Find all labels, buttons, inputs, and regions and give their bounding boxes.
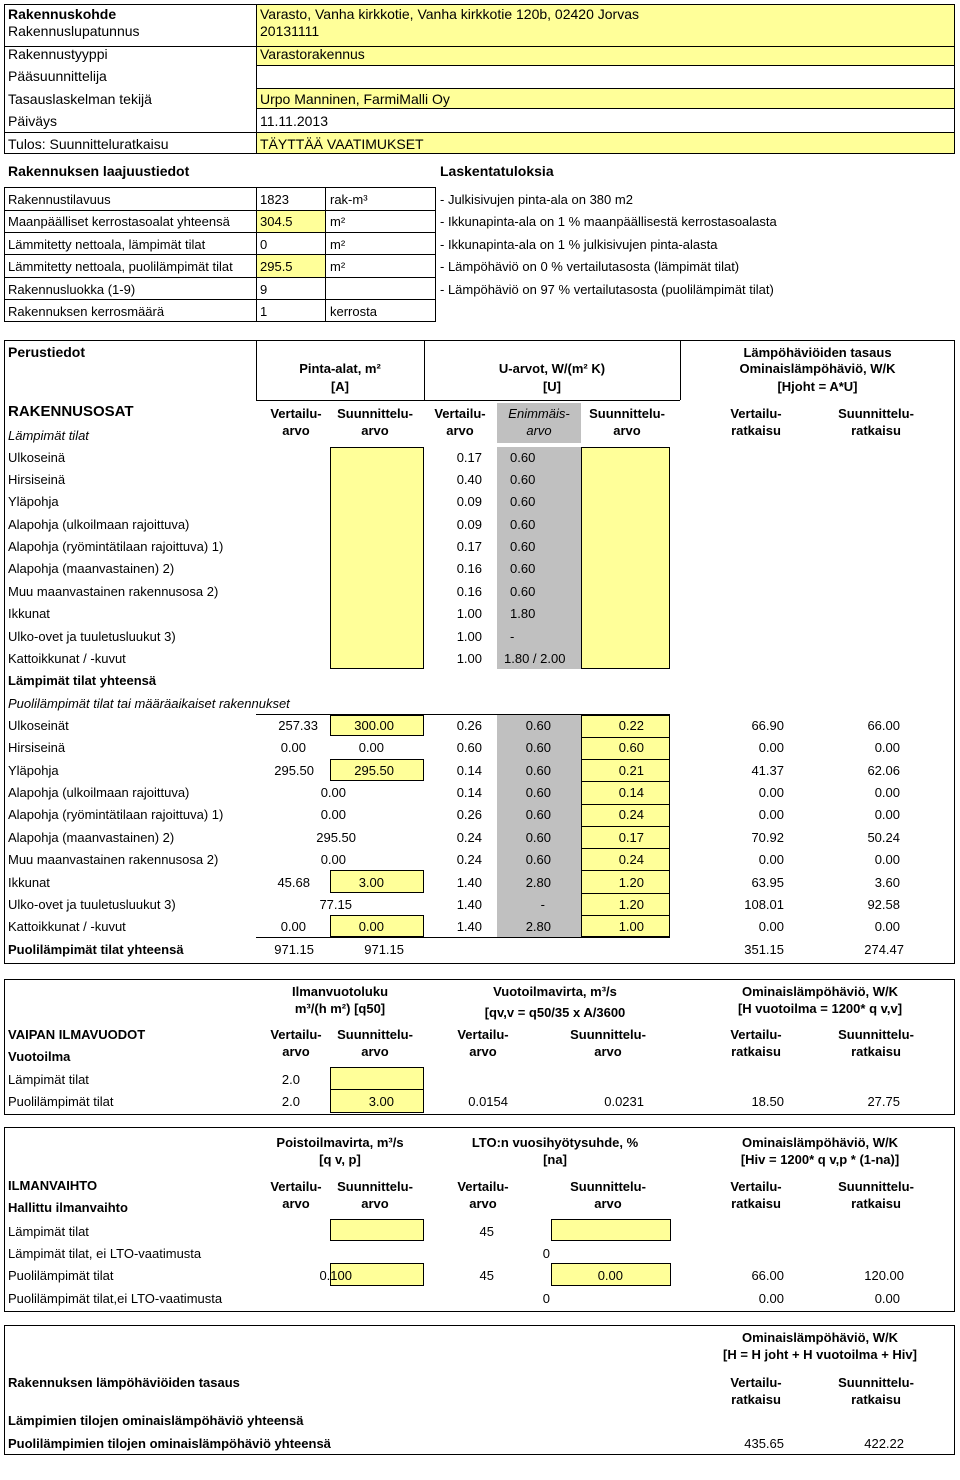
- vent-row-h-des: 0.00: [874, 1291, 900, 1306]
- semi-row-u-ref: 0.60: [456, 740, 482, 755]
- semi-row-h-ref: 0.00: [758, 919, 784, 934]
- scope-unit: m²: [330, 237, 346, 252]
- semi-row-u-des: 0.17: [618, 830, 644, 845]
- summary-title: Rakennuksen lämpöhäviöiden tasaus: [8, 1375, 240, 1390]
- value-rakennustyyppi: Varastorakennus: [260, 46, 365, 62]
- vent-h3-formula: [Hiv = 1200* q v,p * (1-na)]: [740, 1152, 900, 1167]
- warm-title: Lämpimät tilat: [8, 428, 89, 443]
- warm-row-u-ref: 0.40: [456, 472, 482, 487]
- scope-value: 295.5: [260, 259, 293, 274]
- air-title: VAIPAN ILMAVUODOT: [8, 1027, 146, 1042]
- vent-col-ref-n-2: arvo: [469, 1196, 497, 1211]
- semi-row-h-ref: 63.95: [751, 875, 784, 890]
- semi-row-a-des: 0.00: [358, 740, 384, 755]
- air-row-v-des: 0.0231: [604, 1094, 644, 1109]
- air-row-q-ref: 2.0: [281, 1094, 300, 1109]
- vent-h1: Poistoilmavirta, m³/s: [276, 1135, 404, 1150]
- warm-row-u-max: 0.60: [510, 517, 536, 532]
- scope-title: Rakennuksen laajuustiedot: [8, 163, 190, 179]
- warm-row-label: Yläpohja: [8, 494, 59, 509]
- semi-row-h-ref: 0.00: [758, 852, 784, 867]
- scope-label: Lämmitetty nettoala, puolilämpimät tilat: [8, 259, 233, 274]
- loss-header-unit: Ominaislämpöhäviö, W/K: [739, 361, 896, 376]
- vent-row-label: Puolilämpimät tilat,ei LTO-vaatimusta: [8, 1291, 223, 1306]
- warm-row-label: Kattoikkunat / -kuvut: [8, 651, 126, 666]
- col-design-area: Suunnittelu-: [337, 406, 413, 421]
- warm-row-u-max: 0.60: [510, 494, 536, 509]
- air-col-des-v-2: arvo: [594, 1044, 622, 1059]
- semi-row-h-ref: 0.00: [758, 740, 784, 755]
- air-col-des-v: Suunnittelu-: [570, 1027, 646, 1042]
- warm-row-label: Hirsiseinä: [8, 472, 66, 487]
- air-h2-formula: [qv,v = q50/35 x A/3600: [484, 1005, 626, 1020]
- semi-row-h-des: 3.60: [874, 875, 900, 890]
- loss-header-formula: [Hjoht = A*U]: [777, 379, 858, 394]
- vent-row-n-ref: 45: [479, 1224, 494, 1239]
- warm-row-u-max: 1.80 / 2.00: [504, 651, 566, 666]
- area-header: Pinta-alat, m²: [299, 361, 381, 376]
- label-paivays: Päiväys: [8, 113, 58, 129]
- semi-row-u-ref: 1.40: [456, 897, 482, 912]
- semi-row-u-max: 0.60: [525, 830, 551, 845]
- vent-col-ref-p: Vertailu-: [270, 1179, 322, 1194]
- warm-row-label: Alapohja (ulkoilmaan rajoittuva): [8, 517, 190, 532]
- vent-title: ILMANVAIHTO: [8, 1178, 98, 1193]
- semi-row-u-des: 1.20: [618, 875, 644, 890]
- semi-row-label: Yläpohja: [8, 763, 59, 778]
- result-note: - Julkisivujen pinta-ala on 380 m2: [440, 192, 633, 207]
- semi-row-u-des: 0.60: [618, 740, 644, 755]
- air-h1-unit: m³/(h m²) [q50]: [294, 1001, 386, 1016]
- vent-row-n-des: 0.00: [597, 1268, 623, 1283]
- air-row-label: Puolilämpimät tilat: [8, 1094, 114, 1109]
- summary-warm-label: Lämpimien tilojen ominaislämpöhäviö yhteensä: [8, 1413, 304, 1428]
- warm-row-u-ref: 0.16: [456, 584, 482, 599]
- warm-total-label: Lämpimät tilat yhteensä: [8, 673, 157, 688]
- semi-row-u-max: 0.60: [525, 718, 551, 733]
- vent-row-n-des: 0: [542, 1246, 550, 1261]
- semi-row-h-des: 62.06: [867, 763, 900, 778]
- air-col-des-q-2: arvo: [361, 1044, 389, 1059]
- warm-row-label: Muu maanvastainen rakennusosa 2): [8, 584, 219, 599]
- vent-row-h-ref: 0.00: [758, 1291, 784, 1306]
- semi-row-u-ref: 0.14: [456, 763, 482, 778]
- vent-h3: Ominaislämpöhäviö, W/K: [741, 1135, 899, 1150]
- warm-row-u-max: -: [510, 629, 515, 644]
- semi-row-label: Muu maanvastainen rakennusosa 2): [8, 852, 219, 867]
- semi-row-h-ref: 70.92: [751, 830, 784, 845]
- semi-row-h-des: 0.00: [874, 919, 900, 934]
- semi-row-u-max: 0.60: [525, 785, 551, 800]
- warm-row-u-ref: 1.00: [456, 606, 482, 621]
- semi-row-label: Alapohja (ryömintätilaan rajoittuva) 1): [8, 807, 224, 822]
- semi-row-a-ref: 295.50: [274, 763, 314, 778]
- vent-row-p: 0.100: [319, 1268, 352, 1283]
- semi-row-h-des: 0.00: [874, 807, 900, 822]
- air-h3-formula: [H vuotoilma = 1200* q v,v]: [737, 1001, 903, 1016]
- air-row-h-des: 27.75: [867, 1094, 900, 1109]
- result-note: - Ikkunapinta-ala on 1 % julkisivujen pinta-alasta: [440, 237, 718, 252]
- summary-h: Ominaislämpöhäviö, W/K: [741, 1330, 899, 1345]
- semi-row-a-ref: 257.33: [278, 718, 318, 733]
- semi-row-h-ref: 0.00: [758, 807, 784, 822]
- vent-row-label: Puolilämpimät tilat: [8, 1268, 114, 1283]
- semi-row-u-ref: 0.26: [456, 718, 482, 733]
- vent-col-ref-n: Vertailu-: [457, 1179, 509, 1194]
- semi-row-u-des: 0.24: [618, 807, 644, 822]
- air-col-ref-h: Vertailu-: [730, 1027, 782, 1042]
- vent-row-label: Lämpimät tilat: [8, 1224, 89, 1239]
- col-design-loss: Suunnittelu-: [838, 406, 914, 421]
- semi-row-h-des: 0.00: [874, 740, 900, 755]
- summary-col-des-2: ratkaisu: [851, 1392, 901, 1407]
- summary-semi-des: 422.22: [864, 1436, 904, 1451]
- semi-row-u-des: 1.00: [618, 919, 644, 934]
- vent-row-n-des: 0: [542, 1291, 550, 1306]
- summary-semi-ref: 435.65: [744, 1436, 784, 1451]
- vent-h2: LTO:n vuosihyötysuhde, %: [471, 1135, 639, 1150]
- semi-row-u-max: 2.80: [525, 919, 551, 934]
- summary-col-ref-2: ratkaisu: [731, 1392, 781, 1407]
- semi-row-u-ref: 1.40: [456, 875, 482, 890]
- label-rakennuslupatunnus: Rakennuslupatunnus: [8, 23, 140, 39]
- semi-total-label: Puolilämpimät tilat yhteensä: [8, 942, 184, 957]
- parts-title: RAKENNUSOSAT: [8, 403, 134, 420]
- warm-row-label: Alapohja (maanvastainen) 2): [8, 561, 175, 576]
- scope-label: Rakennuksen kerrosmäärä: [8, 304, 165, 319]
- basic-title: Perustiedot: [8, 344, 86, 360]
- semi-row-u-ref: 0.14: [456, 785, 482, 800]
- col-design-u: Suunnittelu-: [589, 406, 665, 421]
- warm-row-label: Ikkunat: [8, 606, 50, 621]
- warm-row-u-ref: 0.09: [456, 494, 482, 509]
- air-row-label: Lämpimät tilat: [8, 1072, 89, 1087]
- vent-col-des-n-2: arvo: [594, 1196, 622, 1211]
- semi-row-u-ref: 0.26: [456, 807, 482, 822]
- result-note: - Lämpöhäviö on 0 % vertailutasosta (lämpimät tilat): [440, 259, 740, 274]
- air-col-des-h-2: ratkaisu: [851, 1044, 901, 1059]
- scope-label: Rakennusluokka (1-9): [8, 282, 136, 297]
- label-rakennustyyppi: Rakennustyyppi: [8, 46, 108, 62]
- air-sub: Vuotoilma: [8, 1049, 71, 1064]
- value-tulos: TÄYTTÄÄ VAATIMUKSET: [260, 136, 424, 152]
- warm-row-u-max: 0.60: [510, 561, 536, 576]
- scope-unit: rak-m³: [330, 192, 368, 207]
- col-ref-u-2: arvo: [446, 423, 474, 438]
- semi-row-a-des: 300.00: [354, 718, 394, 733]
- air-row-q-ref: 2.0: [281, 1072, 300, 1087]
- semi-row-label: Ulkoseinät: [8, 718, 69, 733]
- semi-row-label: Ikkunat: [8, 875, 50, 890]
- label-tulos: Tulos: Suunnitteluratkaisu: [8, 136, 169, 152]
- semi-row-a-ref: 0.00: [280, 740, 306, 755]
- loss-header: Lämpöhäviöiden tasaus: [743, 345, 892, 360]
- summary-semi-label: Puolilämpimien tilojen ominaislämpöhäviö yhteensä: [8, 1436, 331, 1451]
- col-ref-area-2: arvo: [282, 423, 310, 438]
- vent-col-ref-h-2: ratkaisu: [731, 1196, 781, 1211]
- u-header-symbol: [U]: [542, 379, 562, 394]
- value-rakennuskohde: Varasto, Vanha kirkkotie, Vanha kirkkotie 120b, 02420 Jorvas: [260, 6, 639, 22]
- col-ref-area: Vertailu-: [270, 406, 322, 421]
- vent-row-h-des: 120.00: [864, 1268, 904, 1283]
- semi-row-u-des: 0.14: [618, 785, 644, 800]
- warm-row-u-ref: 0.16: [456, 561, 482, 576]
- air-h2: Vuotoilmavirta, m³/s: [493, 984, 617, 999]
- air-col-ref-v: Vertailu-: [457, 1027, 509, 1042]
- warm-row-u-max: 0.60: [510, 472, 536, 487]
- semi-row-u-des: 0.22: [618, 718, 644, 733]
- semi-row-label: Alapohja (ulkoilmaan rajoittuva): [8, 785, 190, 800]
- semi-row-label: Hirsiseinä: [8, 740, 66, 755]
- semi-row-a-merged: 0.00: [320, 852, 346, 867]
- air-h1: Ilmanvuotoluku: [291, 984, 389, 999]
- warm-row-u-max: 0.60: [510, 584, 536, 599]
- col-design-area-2: arvo: [361, 423, 389, 438]
- semi-row-h-ref: 108.01: [744, 897, 784, 912]
- semi-row-u-des: 0.24: [618, 852, 644, 867]
- col-max-u: Enimmäis-: [508, 406, 570, 421]
- warm-row-u-ref: 1.00: [456, 651, 482, 666]
- semi-row-u-ref: 0.24: [456, 852, 482, 867]
- u-header: U-arvot, W/(m² K): [498, 361, 606, 376]
- air-col-ref-v-2: arvo: [469, 1044, 497, 1059]
- warm-row-u-ref: 0.17: [456, 539, 482, 554]
- warm-row-label: Ulko-ovet ja tuuletusluukut 3): [8, 629, 176, 644]
- col-ref-u: Vertailu-: [434, 406, 486, 421]
- vent-col-ref-p-2: arvo: [282, 1196, 310, 1211]
- semi-row-a-ref: 45.68: [277, 875, 310, 890]
- label-tasauslaskelman-tekija: Tasauslaskelman tekijä: [8, 91, 152, 107]
- warm-u-input-column[interactable]: [581, 447, 670, 669]
- warm-row-u-ref: 0.17: [456, 450, 482, 465]
- semi-row-a-des: 295.50: [354, 763, 394, 778]
- semi-row-u-max: 0.60: [525, 763, 551, 778]
- semi-row-h-des: 66.00: [867, 718, 900, 733]
- air-row-h-ref: 18.50: [751, 1094, 784, 1109]
- air-row-v-ref: 0.0154: [468, 1094, 508, 1109]
- air-col-ref-h-2: ratkaisu: [731, 1044, 781, 1059]
- warm-row-u-max: 0.60: [510, 539, 536, 554]
- warm-row-u-ref: 0.09: [456, 517, 482, 532]
- col-max-u-2: arvo: [526, 423, 552, 438]
- vent-h1-symbol: [q v, p]: [319, 1152, 361, 1167]
- result-note: - Ikkunapinta-ala on 1 % maanpäällisestä kerrostasoalasta: [440, 214, 777, 229]
- vent-col-des-p: Suunnittelu-: [337, 1179, 413, 1194]
- semi-row-h-des: 50.24: [867, 830, 900, 845]
- vent-n-input[interactable]: [551, 1219, 671, 1241]
- results-title: Laskentatuloksia: [440, 163, 554, 179]
- semi-row-u-ref: 1.40: [456, 919, 482, 934]
- value-tasauslaskelman-tekija: Urpo Manninen, FarmiMalli Oy: [260, 91, 450, 107]
- semi-title: Puolilämpimät tilat tai määräaikaiset rakennukset: [8, 696, 290, 711]
- semi-row-u-max: 0.60: [525, 852, 551, 867]
- warm-row-u-ref: 1.00: [456, 629, 482, 644]
- semi-row-h-des: 0.00: [874, 785, 900, 800]
- semi-total-a-des: 971.15: [364, 942, 404, 957]
- semi-row-label: Kattoikkunat / -kuvut: [8, 919, 126, 934]
- air-h3: Ominaislämpöhäviö, W/K: [741, 984, 899, 999]
- semi-row-a-merged: 77.15: [319, 897, 352, 912]
- warm-area-input-column[interactable]: [330, 447, 424, 669]
- semi-row-h-ref: 41.37: [751, 763, 784, 778]
- label-paasuunnittelija: Pääsuunnittelija: [8, 68, 107, 84]
- scope-label: Maanpäälliset kerrostasoalat yhteensä: [8, 214, 230, 229]
- area-header-symbol: [A]: [330, 379, 350, 394]
- col-ref-loss-2: ratkaisu: [731, 423, 781, 438]
- scope-value: 1: [260, 304, 268, 319]
- scope-unit: kerrosta: [330, 304, 377, 319]
- semi-row-h-ref: 66.90: [751, 718, 784, 733]
- warm-row-label: Ulkoseinä: [8, 450, 66, 465]
- scope-value: 304.5: [260, 214, 293, 229]
- semi-row-h-des: 92.58: [867, 897, 900, 912]
- semi-total-a-ref: 971.15: [274, 942, 314, 957]
- scope-value: 1823: [260, 192, 289, 207]
- vent-h2-symbol: [na]: [543, 1152, 567, 1167]
- semi-row-h-des: 0.00: [874, 852, 900, 867]
- air-col-des-h: Suunnittelu-: [838, 1027, 914, 1042]
- vent-col-des-h: Suunnittelu-: [838, 1179, 914, 1194]
- scope-value: 0: [260, 237, 268, 252]
- semi-row-u-max: 2.80: [525, 875, 551, 890]
- warm-row-u-max: 0.60: [510, 450, 536, 465]
- air-col-ref-q-2: arvo: [282, 1044, 310, 1059]
- semi-row-a-ref: 0.00: [280, 919, 306, 934]
- scope-unit: m²: [330, 214, 346, 229]
- semi-row-a-des: 0.00: [358, 919, 384, 934]
- warm-row-u-max: 1.80: [510, 606, 536, 621]
- col-design-loss-2: ratkaisu: [851, 423, 901, 438]
- summary-col-des: Suunnittelu-: [838, 1375, 914, 1390]
- semi-row-a-merged: 0.00: [320, 807, 346, 822]
- semi-row-u-des: 0.21: [618, 763, 644, 778]
- vent-col-ref-h: Vertailu-: [730, 1179, 782, 1194]
- scope-unit: m²: [330, 259, 346, 274]
- semi-row-label: Ulko-ovet ja tuuletusluukut 3): [8, 897, 176, 912]
- semi-row-u-des: 1.20: [618, 897, 644, 912]
- vent-col-des-h-2: ratkaisu: [851, 1196, 901, 1211]
- label-rakennuskohde: Rakennuskohde: [8, 6, 117, 22]
- vent-row-n-ref: 45: [479, 1268, 494, 1283]
- vent-sub: Hallittu ilmanvaihto: [8, 1200, 128, 1215]
- scope-value: 9: [260, 282, 268, 297]
- value-rakennuslupatunnus: 20131111: [260, 23, 320, 39]
- vent-row-h-ref: 66.00: [751, 1268, 784, 1283]
- summary-h-formula: [H = H joht + H vuotoilma + Hiv]: [723, 1347, 917, 1362]
- semi-total-h-des: 274.47: [864, 942, 904, 957]
- value-paivays: 11.11.2013: [260, 113, 328, 129]
- air-col-des-q: Suunnittelu-: [337, 1027, 413, 1042]
- col-ref-loss: Vertailu-: [730, 406, 782, 421]
- semi-row-u-max: -: [540, 897, 545, 912]
- semi-total-h-ref: 351.15: [744, 942, 784, 957]
- semi-row-a-merged: 0.00: [320, 785, 346, 800]
- semi-row-a-des: 3.00: [358, 875, 384, 890]
- vent-col-des-p-2: arvo: [361, 1196, 389, 1211]
- air-row-q-des: 3.00: [368, 1094, 394, 1109]
- scope-label: Rakennustilavuus: [8, 192, 111, 207]
- semi-row-h-ref: 0.00: [758, 785, 784, 800]
- semi-row-a-merged: 295.50: [316, 830, 356, 845]
- semi-row-label: Alapohja (maanvastainen) 2): [8, 830, 175, 845]
- summary-col-ref: Vertailu-: [730, 1375, 782, 1390]
- result-note: - Lämpöhäviö on 97 % vertailutasosta (puolilämpimät tilat): [440, 282, 774, 297]
- vent-col-des-n: Suunnittelu-: [570, 1179, 646, 1194]
- air-col-ref-q: Vertailu-: [270, 1027, 322, 1042]
- col-design-u-2: arvo: [613, 423, 641, 438]
- semi-row-u-ref: 0.24: [456, 830, 482, 845]
- warm-row-label: Alapohja (ryömintätilaan rajoittuva) 1): [8, 539, 224, 554]
- vent-row-label: Lämpimät tilat, ei LTO-vaatimusta: [8, 1246, 202, 1261]
- vent-p-input[interactable]: [330, 1219, 424, 1241]
- semi-row-u-max: 0.60: [525, 740, 551, 755]
- semi-row-u-max: 0.60: [525, 807, 551, 822]
- scope-label: Lämmitetty nettoala, lämpimät tilat: [8, 237, 206, 252]
